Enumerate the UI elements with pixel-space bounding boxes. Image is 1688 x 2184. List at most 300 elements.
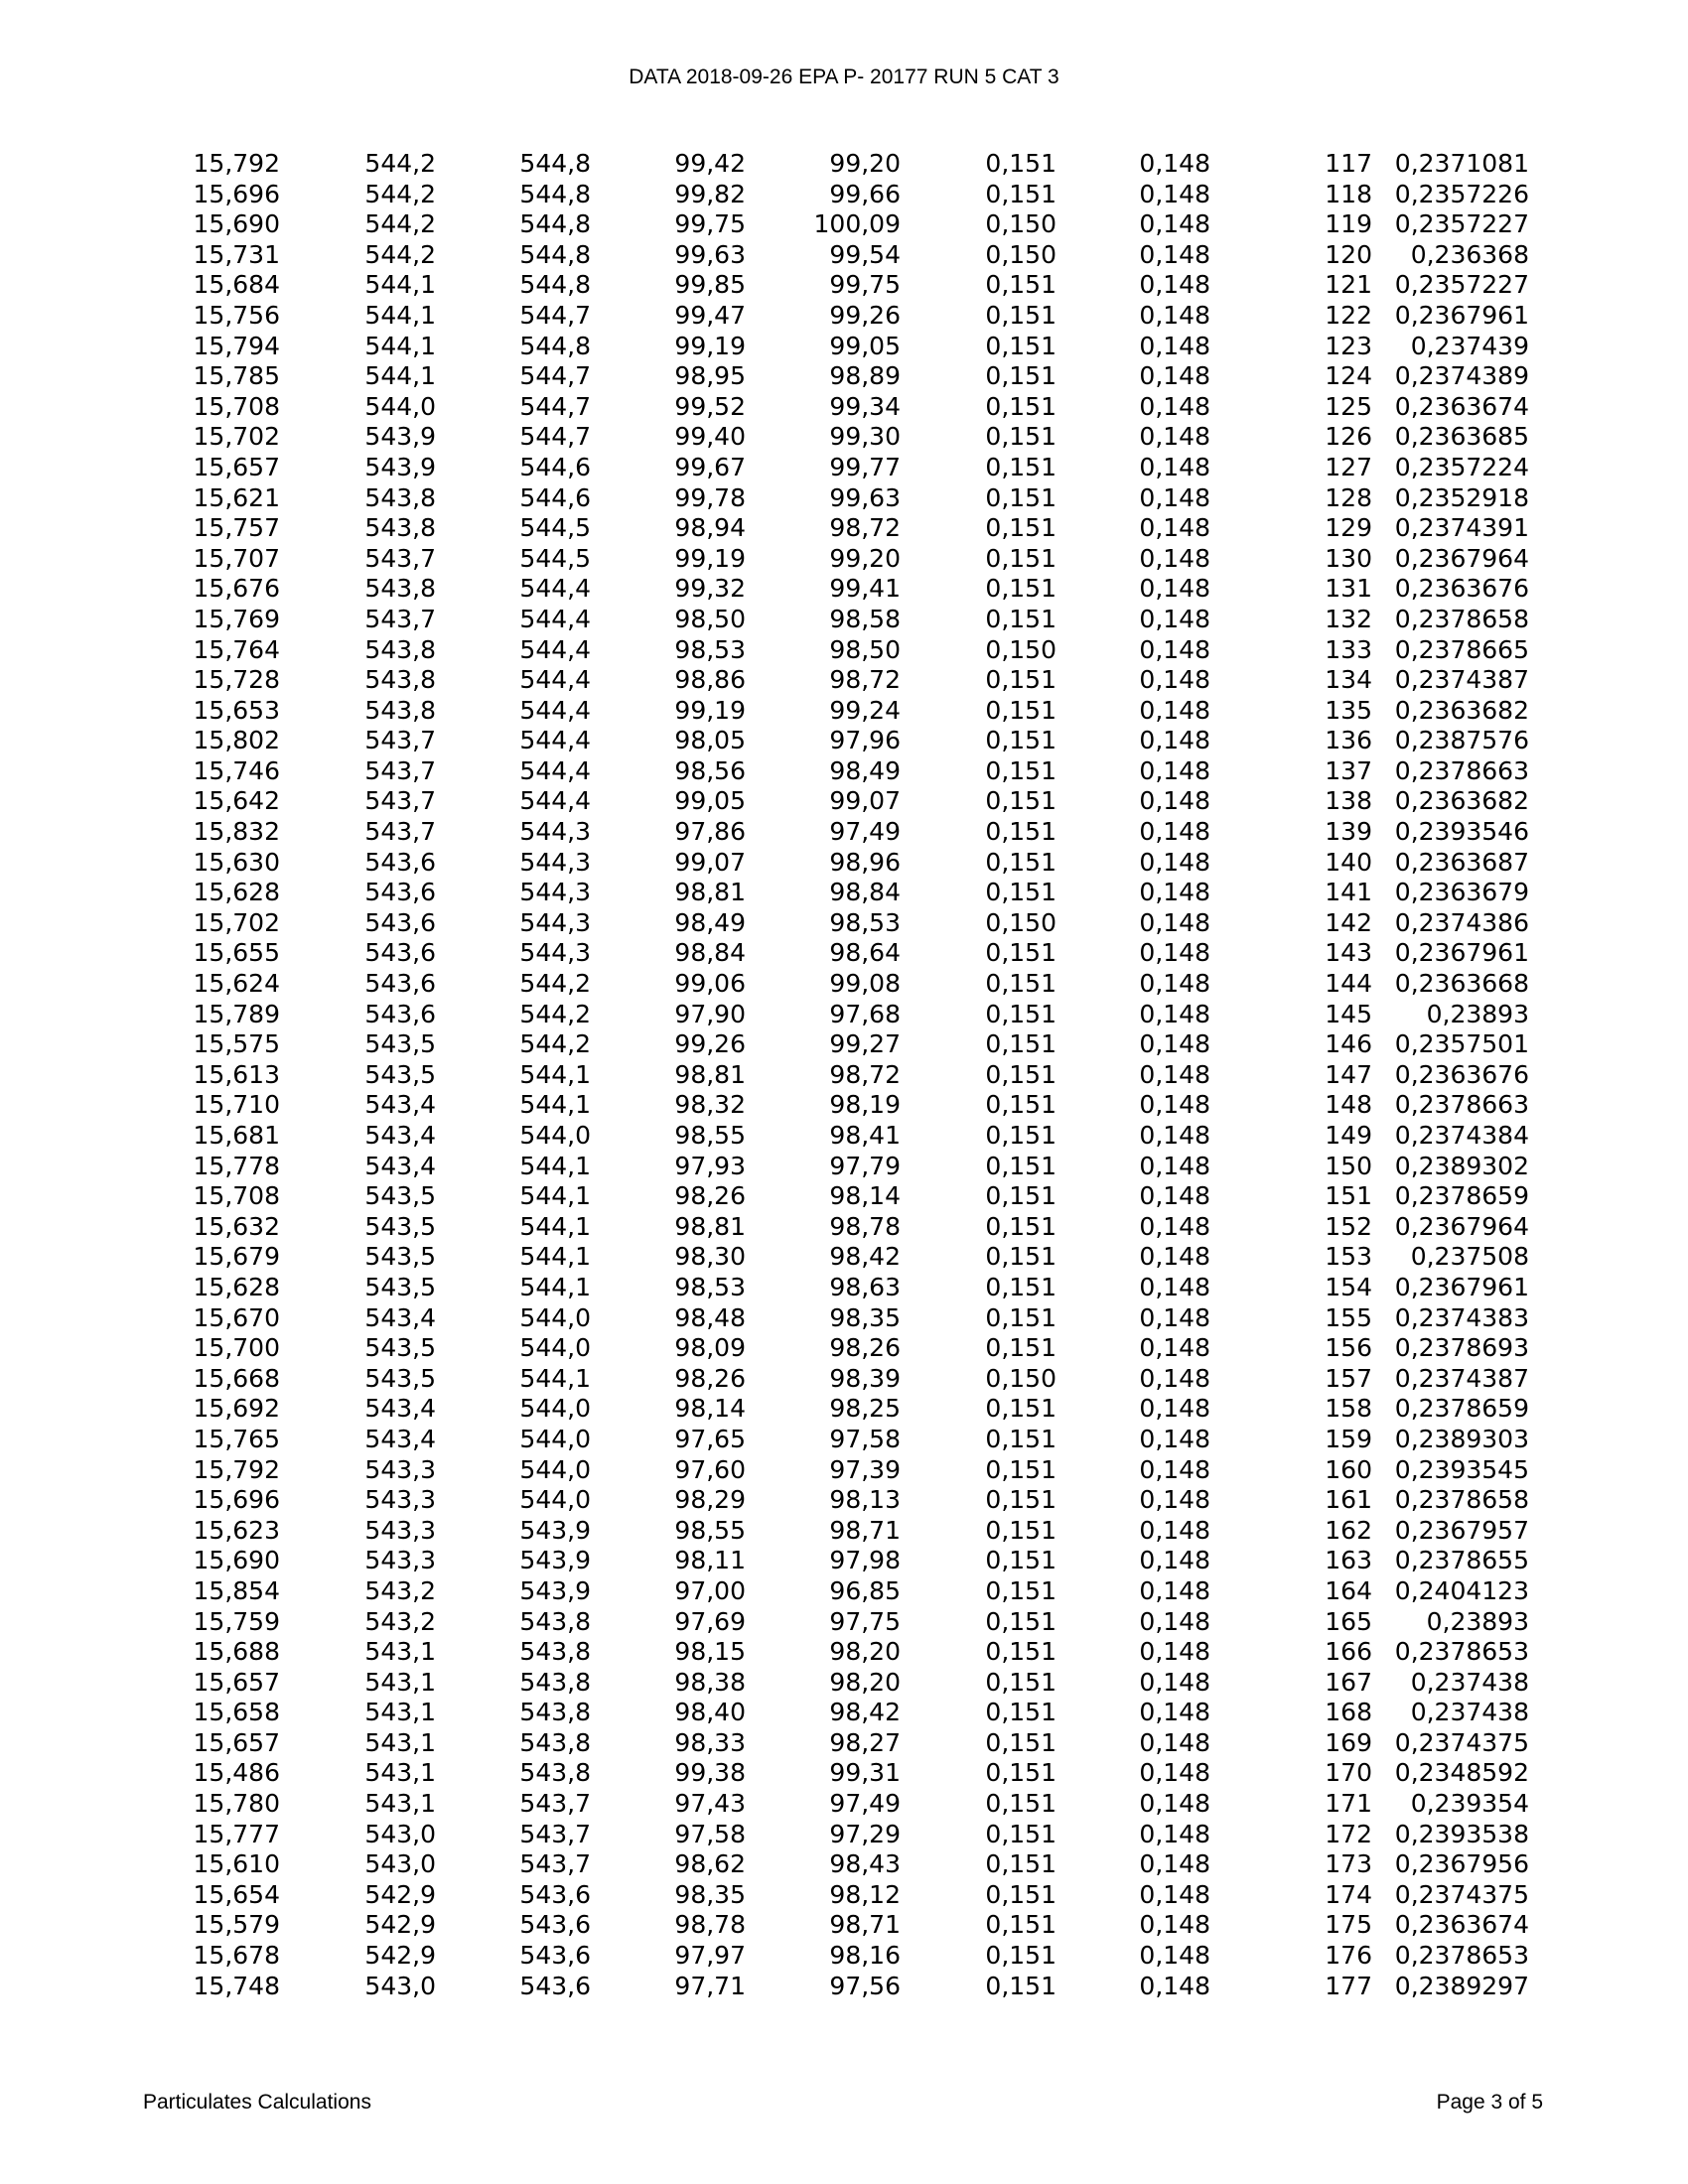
table-cell: 0,2374387 (1394, 1363, 1529, 1393)
table-cell: 98,50 (829, 634, 901, 664)
table-cell: 15,628 (193, 878, 280, 907)
table-cell: 0,148 (1139, 1606, 1210, 1636)
table-cell: 15,690 (193, 1546, 280, 1575)
table-cell: 0,151 (985, 391, 1056, 421)
table-cell: 0,148 (1139, 1667, 1210, 1697)
table-cell: 97,68 (829, 999, 901, 1028)
table-cell: 15,684 (193, 270, 280, 300)
table-cell: 15,657 (193, 452, 280, 481)
table-row (189, 1972, 1529, 2002)
table-cell: 99,31 (829, 1758, 901, 1788)
table-cell: 98,71 (829, 1910, 901, 1940)
table-row (189, 1303, 1529, 1334)
table-cell: 15,610 (193, 1849, 280, 1879)
table-cell: 0,151 (985, 665, 1056, 695)
table-cell: 0,2374375 (1394, 1879, 1529, 1909)
table-cell: 138 (1325, 786, 1372, 816)
table-cell: 0,148 (1139, 938, 1210, 968)
table-cell: 544,4 (519, 574, 591, 604)
table-cell: 0,2357226 (1394, 179, 1529, 208)
table-cell: 176 (1325, 1941, 1372, 1971)
table-cell: 15,688 (193, 1637, 280, 1667)
table-cell: 99,42 (674, 149, 746, 178)
table-cell: 543,7 (364, 726, 436, 755)
table-cell: 544,1 (519, 1211, 591, 1241)
table-cell: 99,32 (674, 574, 746, 604)
page-number: Page 3 of 5 (1436, 2091, 1543, 2114)
table-cell: 0,2378653 (1394, 1941, 1529, 1971)
table-cell: 0,151 (985, 999, 1056, 1028)
table-cell: 0,148 (1139, 1211, 1210, 1241)
table-cell: 0,148 (1139, 1333, 1210, 1363)
table-cell: 0,151 (985, 482, 1056, 512)
table-cell: 0,2357227 (1394, 270, 1529, 300)
table-cell: 0,148 (1139, 1819, 1210, 1848)
table-cell: 0,2378659 (1394, 1181, 1529, 1211)
table-cell: 99,75 (674, 209, 746, 239)
table-cell: 97,39 (829, 1454, 901, 1484)
table-cell: 544,4 (519, 634, 591, 664)
table-row (189, 1121, 1529, 1152)
table-cell: 98,14 (674, 1394, 746, 1424)
table-row (189, 1698, 1529, 1728)
table-cell: 543,9 (519, 1515, 591, 1545)
table-cell: 99,82 (674, 179, 746, 208)
table-cell: 15,657 (193, 1667, 280, 1697)
table-cell: 99,07 (829, 786, 901, 816)
table-row (189, 1181, 1529, 1212)
table-cell: 135 (1325, 695, 1372, 725)
table-cell: 0,151 (985, 1515, 1056, 1545)
table-cell: 177 (1325, 1971, 1372, 2000)
table-cell: 98,78 (674, 1910, 746, 1940)
table-cell: 98,35 (829, 1302, 901, 1332)
table-cell: 99,19 (674, 331, 746, 360)
table-cell: 0,148 (1139, 1575, 1210, 1605)
table-cell: 98,40 (674, 1698, 746, 1727)
table-cell: 15,778 (193, 1151, 280, 1180)
table-cell: 99,52 (674, 391, 746, 421)
table-cell: 0,151 (985, 1789, 1056, 1819)
table-cell: 543,1 (364, 1758, 436, 1788)
table-cell: 98,53 (674, 634, 746, 664)
table-cell: 543,3 (364, 1485, 436, 1515)
table-cell: 15,756 (193, 300, 280, 330)
table-cell: 99,38 (674, 1758, 746, 1788)
table-cell: 544,0 (364, 391, 436, 421)
table-cell: 544,1 (519, 1090, 591, 1120)
table-cell: 0,151 (985, 1698, 1056, 1727)
table-row (189, 1485, 1529, 1516)
table-cell: 0,151 (985, 422, 1056, 452)
table-cell: 0,151 (985, 817, 1056, 847)
table-cell: 543,8 (364, 482, 436, 512)
table-cell: 15,728 (193, 665, 280, 695)
table-cell: 544,6 (519, 452, 591, 481)
table-row (189, 574, 1529, 605)
table-cell: 0,148 (1139, 1515, 1210, 1545)
table-cell: 97,49 (829, 1789, 901, 1819)
table-cell: 0,151 (985, 604, 1056, 633)
table-cell: 543,9 (364, 452, 436, 481)
table-row (189, 1789, 1529, 1820)
table-cell: 175 (1325, 1910, 1372, 1940)
table-cell: 99,26 (829, 300, 901, 330)
table-cell: 0,148 (1139, 1698, 1210, 1727)
table-row (189, 1880, 1529, 1911)
table-cell: 98,26 (674, 1181, 746, 1211)
table-cell: 0,148 (1139, 1272, 1210, 1301)
table-cell: 0,148 (1139, 1424, 1210, 1453)
table-cell: 98,55 (674, 1121, 746, 1150)
table-cell: 0,148 (1139, 1941, 1210, 1971)
table-cell: 144 (1325, 969, 1372, 999)
table-cell: 97,65 (674, 1424, 746, 1453)
table-cell: 98,49 (674, 907, 746, 937)
table-cell: 543,6 (519, 1910, 591, 1940)
table-cell: 544,2 (364, 149, 436, 178)
table-cell: 543,0 (364, 1971, 436, 2000)
table-cell: 0,236368 (1410, 239, 1529, 269)
table-cell: 15,690 (193, 209, 280, 239)
table-row (189, 848, 1529, 879)
table-cell: 0,2378665 (1394, 634, 1529, 664)
table-cell: 0,2378658 (1394, 1485, 1529, 1515)
table-cell: 543,4 (364, 1090, 436, 1120)
table-cell: 99,66 (829, 179, 901, 208)
table-cell: 15,757 (193, 513, 280, 543)
table-row (189, 1820, 1529, 1850)
table-cell: 0,148 (1139, 634, 1210, 664)
table-cell: 544,1 (519, 1059, 591, 1089)
table-cell: 97,69 (674, 1606, 746, 1636)
table-cell: 148 (1325, 1090, 1372, 1120)
table-cell: 0,151 (985, 1727, 1056, 1757)
table-cell: 98,25 (829, 1394, 901, 1424)
table-cell: 156 (1325, 1333, 1372, 1363)
table-cell: 152 (1325, 1211, 1372, 1241)
table-cell: 544,3 (519, 938, 591, 968)
table-cell: 543,9 (519, 1546, 591, 1575)
table-cell: 0,2378693 (1394, 1333, 1529, 1363)
table-cell: 15,794 (193, 331, 280, 360)
table-cell: 544,2 (519, 999, 591, 1028)
table-row (189, 605, 1529, 635)
table-cell: 163 (1325, 1546, 1372, 1575)
table-cell: 99,24 (829, 695, 901, 725)
table-cell: 544,0 (519, 1454, 591, 1484)
table-cell: 99,06 (674, 969, 746, 999)
table-cell: 0,2378655 (1394, 1546, 1529, 1575)
table-cell: 0,2367957 (1394, 1515, 1529, 1545)
table-cell: 98,39 (829, 1363, 901, 1393)
table-cell: 0,237438 (1410, 1698, 1529, 1727)
table-cell: 0,2367956 (1394, 1849, 1529, 1879)
table-cell: 15,707 (193, 543, 280, 573)
table-cell: 543,5 (364, 1029, 436, 1059)
table-cell: 0,151 (985, 878, 1056, 907)
table-cell: 0,148 (1139, 149, 1210, 178)
table-cell: 98,26 (674, 1363, 746, 1393)
table-cell: 0,151 (985, 452, 1056, 481)
table-cell: 98,86 (674, 665, 746, 695)
table-cell: 15,678 (193, 1941, 280, 1971)
table-row (189, 1910, 1529, 1941)
table-row (189, 1637, 1529, 1668)
table-cell: 149 (1325, 1121, 1372, 1150)
table-cell: 543,2 (364, 1606, 436, 1636)
table-row (189, 1668, 1529, 1699)
table-row (189, 483, 1529, 514)
table-cell: 143 (1325, 938, 1372, 968)
table-cell: 0,2371081 (1394, 149, 1529, 178)
table-cell: 15,777 (193, 1819, 280, 1848)
table-cell: 0,148 (1139, 907, 1210, 937)
table-cell: 153 (1325, 1242, 1372, 1272)
table-cell: 543,8 (519, 1698, 591, 1727)
table-row (189, 1212, 1529, 1243)
table-cell: 544,0 (519, 1394, 591, 1424)
table-cell: 0,2363676 (1394, 1059, 1529, 1089)
table-cell: 0,148 (1139, 726, 1210, 755)
table-cell: 98,13 (829, 1485, 901, 1515)
table-cell: 0,148 (1139, 422, 1210, 452)
table-cell: 117 (1325, 149, 1372, 178)
table-row (189, 1333, 1529, 1364)
table-row (189, 270, 1529, 301)
table-cell: 544,6 (519, 482, 591, 512)
table-row (189, 1849, 1529, 1880)
table-cell: 0,151 (985, 755, 1056, 785)
table-cell: 543,1 (364, 1698, 436, 1727)
table-cell: 131 (1325, 574, 1372, 604)
table-cell: 98,53 (829, 907, 901, 937)
table-cell: 99,19 (674, 543, 746, 573)
table-cell: 98,84 (829, 878, 901, 907)
table-cell: 0,237508 (1410, 1242, 1529, 1272)
table-cell: 543,6 (364, 969, 436, 999)
table-cell: 98,89 (829, 361, 901, 391)
table-cell: 98,32 (674, 1090, 746, 1120)
table-cell: 123 (1325, 331, 1372, 360)
table-row (189, 1455, 1529, 1486)
table-cell: 15,653 (193, 695, 280, 725)
table-cell: 0,150 (985, 1363, 1056, 1393)
table-cell: 0,151 (985, 1090, 1056, 1120)
table-cell: 0,239354 (1410, 1789, 1529, 1819)
table-cell: 129 (1325, 513, 1372, 543)
table-cell: 0,2367964 (1394, 1211, 1529, 1241)
table-cell: 98,11 (674, 1546, 746, 1575)
table-cell: 0,151 (985, 1121, 1056, 1150)
table-cell: 98,94 (674, 513, 746, 543)
table-cell: 132 (1325, 604, 1372, 633)
table-cell: 0,151 (985, 361, 1056, 391)
table-cell: 0,2363674 (1394, 1910, 1529, 1940)
table-cell: 15,708 (193, 391, 280, 421)
table-cell: 125 (1325, 391, 1372, 421)
table-cell: 15,780 (193, 1789, 280, 1819)
table-row (189, 908, 1529, 939)
table-cell: 98,12 (829, 1879, 901, 1909)
table-cell: 0,148 (1139, 1727, 1210, 1757)
table-cell: 97,00 (674, 1575, 746, 1605)
table-cell: 543,7 (364, 543, 436, 573)
table-cell: 543,7 (519, 1819, 591, 1848)
table-cell: 98,42 (829, 1242, 901, 1272)
table-cell: 0,2352918 (1394, 482, 1529, 512)
table-cell: 98,15 (674, 1637, 746, 1667)
table-cell: 127 (1325, 452, 1372, 481)
table-cell: 0,148 (1139, 817, 1210, 847)
table-cell: 0,151 (985, 1454, 1056, 1484)
table-cell: 0,148 (1139, 786, 1210, 816)
table-cell: 543,1 (364, 1789, 436, 1819)
table-cell: 15,658 (193, 1698, 280, 1727)
table-cell: 543,5 (364, 1242, 436, 1272)
table-cell: 0,148 (1139, 999, 1210, 1028)
table-cell: 543,7 (519, 1849, 591, 1879)
table-cell: 99,27 (829, 1029, 901, 1059)
table-cell: 98,84 (674, 938, 746, 968)
table-cell: 99,75 (829, 270, 901, 300)
table-cell: 15,642 (193, 786, 280, 816)
table-cell: 0,2393546 (1394, 817, 1529, 847)
table-cell: 98,42 (829, 1698, 901, 1727)
table-cell: 543,8 (364, 665, 436, 695)
table-cell: 98,58 (829, 604, 901, 633)
table-cell: 543,6 (519, 1971, 591, 2000)
table-cell: 543,8 (364, 513, 436, 543)
table-cell: 15,654 (193, 1879, 280, 1909)
table-cell: 98,19 (829, 1090, 901, 1120)
table-cell: 0,151 (985, 847, 1056, 877)
table-cell: 0,2367961 (1394, 938, 1529, 968)
table-cell: 544,4 (519, 695, 591, 725)
table-cell: 98,81 (674, 1211, 746, 1241)
table-cell: 15,789 (193, 999, 280, 1028)
table-cell: 0,148 (1139, 513, 1210, 543)
table-cell: 15,792 (193, 1454, 280, 1484)
table-cell: 0,148 (1139, 1059, 1210, 1089)
table-cell: 542,9 (364, 1910, 436, 1940)
table-cell: 15,792 (193, 149, 280, 178)
table-row (189, 332, 1529, 362)
table-cell: 0,237439 (1410, 331, 1529, 360)
table-cell: 99,05 (829, 331, 901, 360)
table-cell: 98,53 (674, 1272, 746, 1301)
table-cell: 544,8 (519, 209, 591, 239)
table-cell: 170 (1325, 1758, 1372, 1788)
table-cell: 0,151 (985, 1151, 1056, 1180)
table-cell: 15,832 (193, 817, 280, 847)
table-cell: 169 (1325, 1727, 1372, 1757)
table-cell: 544,3 (519, 878, 591, 907)
table-cell: 99,63 (829, 482, 901, 512)
data-table-body (189, 149, 1529, 2001)
table-cell: 97,43 (674, 1789, 746, 1819)
table-cell: 0,151 (985, 1333, 1056, 1363)
table-cell: 0,151 (985, 1971, 1056, 2000)
table-row (189, 726, 1529, 756)
table-cell: 99,40 (674, 422, 746, 452)
table-cell: 97,58 (674, 1819, 746, 1848)
table-cell: 544,7 (519, 422, 591, 452)
table-cell: 544,1 (519, 1242, 591, 1272)
table-cell: 99,78 (674, 482, 746, 512)
table-row (189, 1546, 1529, 1576)
table-cell: 0,2374387 (1394, 665, 1529, 695)
table-cell: 98,20 (829, 1667, 901, 1697)
table-cell: 0,148 (1139, 1789, 1210, 1819)
table-cell: 167 (1325, 1667, 1372, 1697)
table-cell: 0,151 (985, 1819, 1056, 1848)
table-cell: 0,148 (1139, 1879, 1210, 1909)
table-cell: 98,72 (829, 513, 901, 543)
table-cell: 0,148 (1139, 1242, 1210, 1272)
table-row (189, 1516, 1529, 1547)
table-cell: 15,785 (193, 361, 280, 391)
table-cell: 0,148 (1139, 1849, 1210, 1879)
table-cell: 97,79 (829, 1151, 901, 1180)
table-cell: 544,7 (519, 300, 591, 330)
table-cell: 15,624 (193, 969, 280, 999)
table-cell: 15,696 (193, 179, 280, 208)
table-row (189, 1029, 1529, 1060)
table-row (189, 1425, 1529, 1455)
table-cell: 543,8 (364, 695, 436, 725)
table-cell: 544,4 (519, 726, 591, 755)
table-row (189, 756, 1529, 787)
table-cell: 0,148 (1139, 543, 1210, 573)
table-cell: 543,6 (364, 847, 436, 877)
table-cell: 15,621 (193, 482, 280, 512)
table-cell: 15,802 (193, 726, 280, 755)
table-cell: 0,151 (985, 786, 1056, 816)
table-cell: 544,4 (519, 786, 591, 816)
table-cell: 97,90 (674, 999, 746, 1028)
table-row (189, 149, 1529, 180)
table-cell: 0,148 (1139, 300, 1210, 330)
table-cell: 168 (1325, 1698, 1372, 1727)
table-cell: 15,575 (193, 1029, 280, 1059)
table-cell: 15,700 (193, 1333, 280, 1363)
table-cell: 15,670 (193, 1302, 280, 1332)
table-cell: 98,20 (829, 1637, 901, 1667)
table-cell: 98,43 (829, 1849, 901, 1879)
table-cell: 0,2363687 (1394, 847, 1529, 877)
table-row (189, 392, 1529, 423)
table-cell: 543,8 (519, 1637, 591, 1667)
table-cell: 97,29 (829, 1819, 901, 1848)
table-cell: 543,6 (364, 938, 436, 968)
table-cell: 0,151 (985, 1029, 1056, 1059)
table-cell: 543,9 (364, 422, 436, 452)
table-cell: 544,7 (519, 391, 591, 421)
table-cell: 99,20 (829, 543, 901, 573)
table-cell: 543,6 (364, 907, 436, 937)
table-cell: 97,75 (829, 1606, 901, 1636)
table-cell: 544,0 (519, 1424, 591, 1453)
table-cell: 15,731 (193, 239, 280, 269)
table-cell: 99,30 (829, 422, 901, 452)
table-row (189, 544, 1529, 575)
table-cell: 0,237438 (1410, 1667, 1529, 1697)
table-cell: 162 (1325, 1515, 1372, 1545)
table-cell: 0,148 (1139, 665, 1210, 695)
page-title: DATA 2018-09-26 EPA P- 20177 RUN 5 CAT 3 (629, 66, 1059, 88)
table-row (189, 301, 1529, 332)
